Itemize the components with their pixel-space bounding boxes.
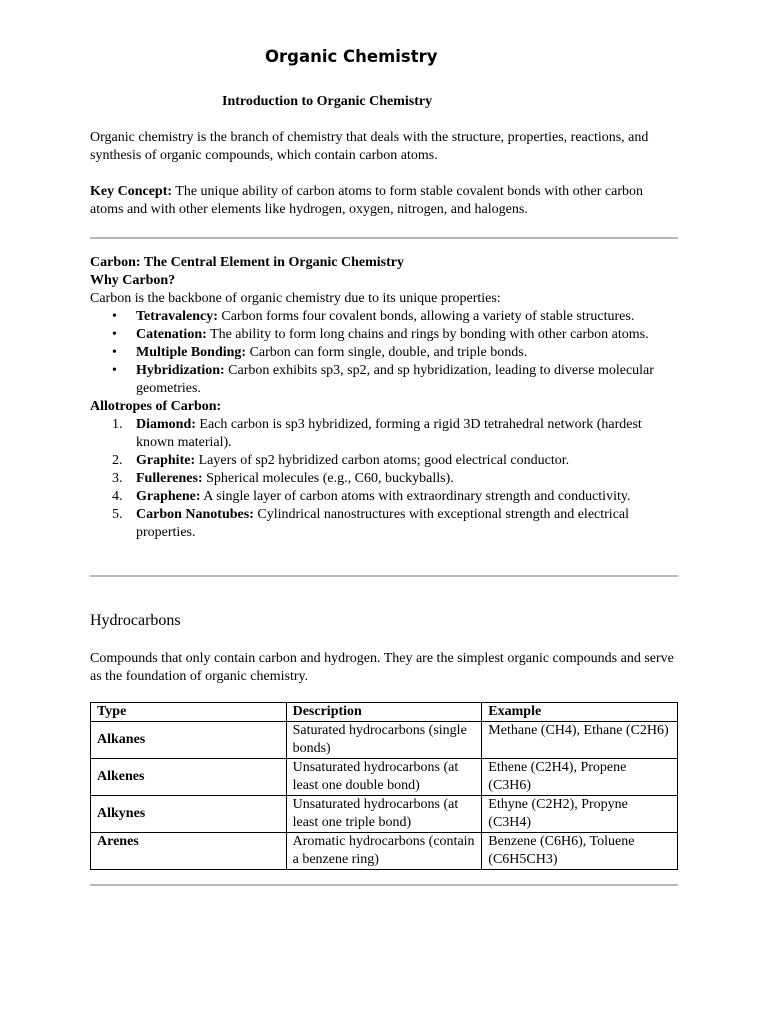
bullet-icon: • <box>112 363 117 378</box>
table-cell-description: Aromatic hydrocarbons (contain a benzene ring) <box>286 833 482 870</box>
table-header-cell: Example <box>482 703 678 722</box>
table-cell-type: Alkynes <box>91 796 287 833</box>
carbon-section <box>90 254 678 542</box>
table-row <box>91 796 678 833</box>
table-cell-description: Unsaturated hydrocarbons (at least one triple bond) <box>286 796 482 833</box>
properties-list <box>90 308 678 398</box>
table-cell-type: Alkanes <box>91 722 287 759</box>
list-item <box>112 452 678 470</box>
list-number: 2. <box>112 453 123 468</box>
table-header-cell: Description <box>286 703 482 722</box>
hydrocarbons-table <box>90 702 678 870</box>
bullet-icon: • <box>112 345 117 360</box>
carbon-heading: Carbon: The Central Element in Organic Chemistry <box>90 255 404 270</box>
allotrope-text: Layers of sp2 hybridized carbon atoms; good electrical conductor. <box>195 453 570 468</box>
list-item <box>112 362 678 398</box>
bullet-icon: • <box>112 309 117 324</box>
table-cell-example: Benzene (C6H6), Toluene (C6H5CH3) <box>482 833 678 870</box>
list-item <box>112 308 678 326</box>
why-carbon-heading: Why Carbon? <box>90 273 176 288</box>
property-term: Tetravalency: <box>136 309 218 324</box>
list-item <box>112 416 678 452</box>
table-header-row <box>91 703 678 722</box>
document-subtitle: Introduction to Organic Chemistry <box>222 94 433 109</box>
allotrope-text: Spherical molecules (e.g., C60, buckyballs). <box>202 471 454 486</box>
table-row <box>91 833 678 870</box>
hydrocarbons-paragraph: Compounds that only contain carbon and hydrogen. They are the simplest organic compounds and serve as the foundation of organic chemistry. <box>90 651 674 684</box>
list-item <box>112 344 678 362</box>
table-cell-type: Alkenes <box>91 759 287 796</box>
allotrope-text: Each carbon is sp3 hybridized, forming a rigid 3D tetrahedral network (hardest known material). <box>136 417 642 450</box>
table-row <box>91 722 678 759</box>
allotrope-term: Fullerenes: <box>136 471 203 486</box>
table-cell-description: Saturated hydrocarbons (single bonds) <box>286 722 482 759</box>
list-item <box>112 470 678 488</box>
hydrocarbons-heading: Hydrocarbons <box>90 612 181 629</box>
list-item <box>112 326 678 344</box>
property-text: Carbon forms four covalent bonds, allowing a variety of stable structures. <box>217 309 635 324</box>
table-cell-example: Ethyne (C2H2), Propyne (C3H4) <box>482 796 678 833</box>
property-term: Hybridization: <box>136 363 225 378</box>
allotrope-term: Diamond: <box>136 417 196 432</box>
list-number: 3. <box>112 471 123 486</box>
why-carbon-text: Carbon is the backbone of organic chemistry due to its unique properties: <box>90 291 501 306</box>
key-concept-paragraph <box>90 183 678 219</box>
divider-3 <box>90 884 678 886</box>
list-number: 5. <box>112 507 123 522</box>
table-header-cell: Type <box>91 703 287 722</box>
table-cell-description: Unsaturated hydrocarbons (at least one double bond) <box>286 759 482 796</box>
divider-1 <box>90 237 678 239</box>
table-cell-example: Ethene (C2H4), Propene (C3H6) <box>482 759 678 796</box>
table-cell-example: Methane (CH4), Ethane (C2H6) <box>482 722 678 759</box>
property-term: Catenation: <box>136 327 207 342</box>
property-term: Multiple Bonding: <box>136 345 247 360</box>
allotropes-list <box>90 416 678 542</box>
intro-paragraph: Organic chemistry is the branch of chemistry that deals with the structure, properties, reactions, and synthesis of organic compounds, which contain carbon atoms. <box>90 130 649 163</box>
allotrope-term: Graphene: <box>136 489 201 504</box>
allotrope-term: Carbon Nanotubes: <box>136 507 254 522</box>
document-title: Organic Chemistry <box>265 47 438 66</box>
key-concept-text: The unique ability of carbon atoms to form stable covalent bonds with other carbon atoms and with other elements like hydrogen, oxygen, nitrogen, and halogens. <box>90 184 644 217</box>
list-number: 4. <box>112 489 123 504</box>
list-item <box>112 506 678 542</box>
list-number: 1. <box>112 417 123 432</box>
list-item <box>112 488 678 506</box>
property-text: The ability to form long chains and rings by bonding with other carbon atoms. <box>206 327 649 342</box>
table-cell-type: Arenes <box>91 833 287 870</box>
bullet-icon: • <box>112 327 117 342</box>
key-concept-label: Key Concept: <box>90 184 173 199</box>
allotrope-text: A single layer of carbon atoms with extraordinary strength and conductivity. <box>200 489 631 504</box>
allotrope-term: Graphite: <box>136 453 196 468</box>
allotrope-text: Cylindrical nanostructures with exceptional strength and electrical properties. <box>136 507 630 540</box>
table-row <box>91 759 678 796</box>
property-text: Carbon exhibits sp3, sp2, and sp hybridization, leading to diverse molecular geometries. <box>136 363 654 396</box>
allotropes-heading: Allotropes of Carbon: <box>90 399 222 414</box>
property-text: Carbon can form single, double, and triple bonds. <box>246 345 528 360</box>
divider-2 <box>90 575 678 577</box>
